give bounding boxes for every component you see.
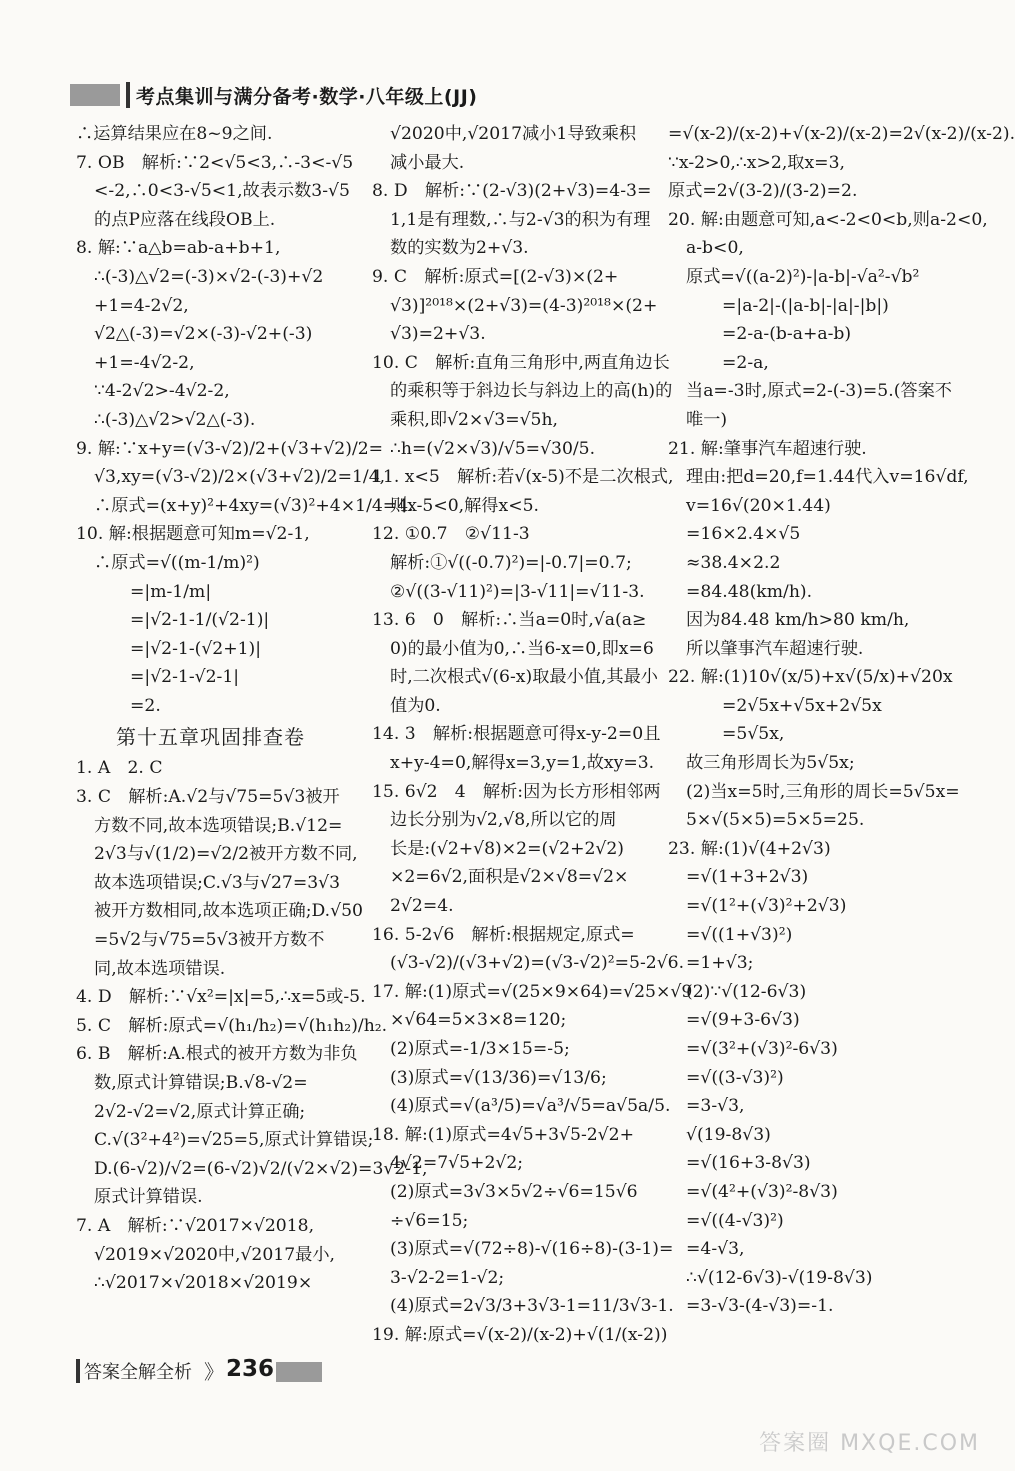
text-line: √2△(-3)=√2×(-3)-√2+(-3) (94, 324, 313, 345)
text-line: 1,1是有理数,∴与2-√3的积为有理 (390, 209, 651, 230)
text-line: =√(1²+(√3)²+2√3) (686, 896, 847, 917)
text-line: v=16√(20×1.44) (686, 495, 831, 516)
text-line: ∴运算结果应在8~9之间. (76, 124, 273, 144)
text-line: ≈38.4×2.2 (686, 552, 781, 573)
text-line: ∴h=(√2×√3)/√5=√30/5. (390, 438, 596, 459)
text-line: 当a=-3时,原式=2-(-3)=5.(答案不 (686, 381, 952, 402)
text-line: (4)原式=√(a³/5)=√a³/√5=a√5a/5. (390, 1096, 671, 1117)
header-divider-bar (126, 82, 130, 108)
text-line: 长是:(√2+√8)×2=(√2+2√2) (390, 838, 625, 859)
text-line: 原式=2√(3-2)/(3-2)=2. (668, 181, 858, 202)
text-line: ∴√(12-6√3)-√(19-8√3) (686, 1267, 873, 1288)
text-line: √2019×√2020中,√2017最小, (94, 1244, 335, 1265)
text-line: ÷√6=15; (390, 1210, 469, 1231)
text-line: 2√3与√(1/2)=√2/2被开方数不同, (94, 844, 358, 865)
text-line: 时,二次根式√(6-x)取最小值,其最小 (390, 667, 658, 688)
book-title: 考点集训与满分备考·数学·八年级上(JJ) (136, 86, 478, 108)
text-line: 15. 6√2 4 解析:因为长方形相邻两 (372, 781, 661, 802)
answer-column-3 (668, 120, 1015, 1321)
text-line: 0)的最小值为0,∴当6-x=0,即x=6 (390, 638, 654, 659)
text-line: =2-a, (722, 352, 769, 373)
text-line: =√(4²+(√3)²-8√3) (686, 1181, 838, 1202)
text-line: =3-√3, (686, 1096, 745, 1117)
text-line: (3)原式=√(72÷8)-√(16÷8)-(3-1)= (390, 1239, 674, 1260)
text-line: 减小最大. (390, 152, 465, 173)
text-line: =2-a-(b-a+a-b) (722, 324, 852, 345)
text-line: 14. 3 解析:根据题意可得x-y-2=0且 (372, 724, 661, 745)
text-line: 18. 解:(1)原式=4√5+3√5-2√2+ (372, 1124, 634, 1145)
text-line: 16. 5-2√6 解析:根据规定,原式= (372, 924, 635, 945)
text-line: =|√2-1-1/(√2-1)| (130, 610, 270, 631)
text-line: (√3-√2)/(√3+√2)=(√3-√2)²=5-2√6. (390, 953, 685, 974)
text-line: 4√2=7√5+2√2; (390, 1153, 524, 1174)
text-line: +1=-4√2-2, (94, 352, 195, 373)
text-line: 值为0. (390, 695, 441, 716)
page-header (70, 78, 970, 114)
text-line: 理由:把d=20,f=1.44代入v=16√df, (686, 467, 969, 488)
text-line: √3)]²⁰¹⁸×(2+√3)=(4-3)²⁰¹⁸×(2+ (390, 295, 658, 316)
text-line: =√(1+3+2√3) (686, 867, 809, 888)
text-line: (3)原式=√(13/36)=√13/6; (390, 1067, 607, 1088)
text-line: =√(16+3-8√3) (686, 1153, 811, 1174)
text-line: 8. D 解析:∵(2-√3)(2+√3)=4-3= (372, 181, 652, 202)
text-line: 方数不同,故本选项错误;B.√12= (94, 815, 343, 836)
text-line: 被开方数相同,故本选项正确;D.√50 (94, 901, 363, 922)
page-footer (76, 1356, 336, 1386)
text-line: =√((4-√3)²) (686, 1210, 784, 1231)
text-line: =√((3-√3)²) (686, 1067, 784, 1088)
text-line: 12. ①0.7 ②√11-3 (372, 524, 530, 545)
text-line: 22. 解:(1)10√(x/5)+x√(5/x)+√20x (668, 667, 953, 688)
text-line: 21. 解:肇事汽车超速行驶. (668, 438, 867, 459)
text-line: 7. OB 解析:∵2<√5<3,∴-3<-√5 (76, 152, 354, 173)
text-line: =√(9+3-6√3) (686, 1010, 800, 1031)
text-line: =5√5x, (722, 724, 785, 745)
answer-column-2 (372, 120, 693, 1350)
text-line: =2√5x+√5x+2√5x (722, 695, 882, 716)
text-line: 唯一) (686, 409, 728, 430)
text-line: (4)原式=2√3/3+3√3-1=11/3√3-1. (390, 1296, 674, 1317)
text-line: 同,故本选项错误. (94, 958, 226, 979)
text-line: 3-√2-2=1-√2; (390, 1267, 505, 1288)
text-line: =1+√3; (686, 953, 754, 974)
text-line: 2√2=4. (390, 896, 454, 917)
text-line: 边长分别为√2,√8,所以它的周 (390, 810, 617, 831)
double-chevron-right-icon: 》 (204, 1360, 224, 1384)
text-line: =16×2.4×√5 (686, 524, 801, 545)
text-line: ∵4-2√2>-4√2-2, (94, 381, 230, 402)
text-line: =2. (130, 695, 161, 716)
text-line: √3)=2+√3. (390, 324, 486, 345)
text-line: (2)原式=3√3×5√2÷√6=15√6 (390, 1181, 638, 1202)
text-line: 4. D 解析:∵√x²=|x|=5,∴x=5或-5. (76, 987, 366, 1008)
text-line: =√((1+√3)²) (686, 924, 793, 945)
text-line: (2)∵√(12-6√3) (686, 981, 807, 1002)
text-line: 原式=√((a-2)²)-|a-b|-√a²-√b² (686, 266, 920, 287)
text-line: 19. 解:原式=√(x-2)/(x-2)+√(1/(x-2)) (372, 1324, 668, 1345)
text-line: 原式计算错误. (94, 1187, 203, 1208)
text-line: =|√2-1-(√2+1)| (130, 638, 262, 659)
text-line: ∴(-3)△√2=(-3)×√2-(-3)+√2 (94, 266, 324, 287)
text-line: =4-√3, (686, 1239, 745, 1260)
text-line: ∵x-2>0,∴x>2,取x=3, (668, 152, 845, 173)
footer-section-label: 答案全解全析 (84, 1362, 192, 1383)
text-line: =|m-1/m| (130, 581, 212, 602)
text-line: 10. C 解析:直角三角形中,两直角边长 (372, 352, 670, 373)
section-title: 第十五章巩固排查卷 (116, 725, 305, 750)
text-line: a-b<0, (686, 238, 744, 259)
text-line: 11. x<5 解析:若√(x-5)不是二次根式, (372, 467, 674, 488)
text-line: ∴(-3)△√2>√2△(-3). (94, 409, 256, 430)
text-line: √2020中,√2017减小1导致乘积 (390, 124, 637, 144)
text-line: =√(x-2)/(x-2)+√(x-2)/(x-2)=2√(x-2)/(x-2). (668, 124, 1015, 144)
text-line: ×2=6√2,面积是√2×√8=√2× (390, 867, 629, 888)
text-line: 9. C 解析:原式=[(2-√3)×(2+ (372, 266, 619, 287)
text-line: 2√2-√2=√2,原式计算正确; (94, 1101, 306, 1122)
text-line: C.√(3²+4²)=√25=5,原式计算错误; (94, 1130, 374, 1151)
watermark: 答案圈 MXQE.COM (759, 1431, 980, 1456)
text-line: =|√2-1-√2-1| (130, 667, 240, 688)
text-line: 17. 解:(1)原式=√(25×9×64)=√25×√9 (372, 981, 693, 1002)
text-line: 9. 解:∵x+y=(√3-√2)/2+(√3+√2)/2= (76, 438, 384, 459)
text-line: ②√((3-√11)²)=|3-√11|=√11-3. (390, 581, 645, 602)
text-line: D.(6-√2)/√2=(6-√2)√2/(√2×√2)=3√2-1, (94, 1158, 428, 1179)
text-line: 因为84.48 km/h>80 km/h, (686, 610, 910, 631)
text-line: 1. A 2. C (76, 758, 163, 779)
text-line: 故本选项错误;C.√3与√27=3√3 (94, 872, 341, 893)
text-line: x+y-4=0,解得x=3,y=1,故xy=3. (390, 753, 655, 774)
page-number: 236 (226, 1356, 275, 1382)
footer-gray-block (276, 1362, 322, 1382)
text-line: 解析:①√((-0.7)²)=|-0.7|=0.7; (390, 552, 632, 573)
text-line: =84.48(km/h). (686, 581, 813, 602)
text-line: √(19-8√3) (686, 1124, 771, 1145)
text-line: =5√2与√75=5√3被开方数不 (94, 930, 325, 951)
text-line: <-2,∴0<3-√5<1,故表示数3-√5 (94, 181, 350, 202)
text-line: =|a-2|-(|a-b|-|a|-|b|) (722, 295, 889, 316)
text-line: =√(3²+(√3)²-6√3) (686, 1039, 838, 1059)
text-line: 8. 解:∵a△b=ab-a+b+1, (76, 238, 281, 259)
text-line: (2)当x=5时,三角形的周长=5√5x= (686, 781, 960, 802)
text-line: ×√64=5×3×8=120; (390, 1010, 567, 1031)
text-line: 数的实数为2+√3. (390, 238, 529, 259)
text-line: +1=4-2√2, (94, 295, 189, 316)
text-line: 数,原式计算错误;B.√8-√2= (94, 1073, 308, 1093)
text-line: 7. A 解析:∵√2017×√2018, (76, 1215, 315, 1236)
text-line: √3,xy=(√3-√2)/2×(√3+√2)/2=1/4, (94, 467, 386, 488)
text-line: 20. 解:由题意可知,a<-2<0<b,则a-2<0, (668, 209, 988, 230)
text-line: 10. 解:根据题意可知m=√2-1, (76, 524, 310, 545)
text-line: 5. C 解析:原式=√(h₁/h₂)=√(h₁h₂)/h₂. (76, 1015, 388, 1036)
text-line: ∴原式=√((m-1/m)²) (94, 552, 260, 573)
text-line: 故三角形周长为5√5x; (686, 753, 855, 774)
text-line: 的乘积等于斜边长与斜边上的高(h)的 (390, 381, 673, 402)
text-line: ∴原式=(x+y)²+4xy=(√3)²+4×1/4=4. (94, 495, 414, 516)
text-line: 13. 6 0 解析:∴当a=0时,√a(a≥ (372, 610, 647, 631)
text-line: 3. C 解析:A.√2与√75=5√3被开 (76, 787, 340, 808)
text-line: =3-√3-(4-√3)=-1. (686, 1296, 834, 1317)
text-line: (2)原式=-1/3×15=-5; (390, 1039, 570, 1059)
text-line: 所以肇事汽车超速行驶. (686, 638, 864, 659)
text-line: 乘积,即√2×√3=√5h, (390, 409, 559, 430)
text-line: 23. 解:(1)√(4+2√3) (668, 838, 831, 859)
text-line: 则x-5<0,解得x<5. (390, 495, 539, 516)
header-gray-block (70, 84, 120, 106)
text-line: 6. B 解析:A.根式的被开方数为非负 (76, 1044, 358, 1065)
text-line: 的点P应落在线段OB上. (94, 209, 276, 230)
text-line: ∴√2017×√2018×√2019× (94, 1273, 313, 1294)
text-line: 5×√(5×5)=5×5=25. (686, 810, 865, 831)
footer-divider-bar (76, 1359, 80, 1383)
